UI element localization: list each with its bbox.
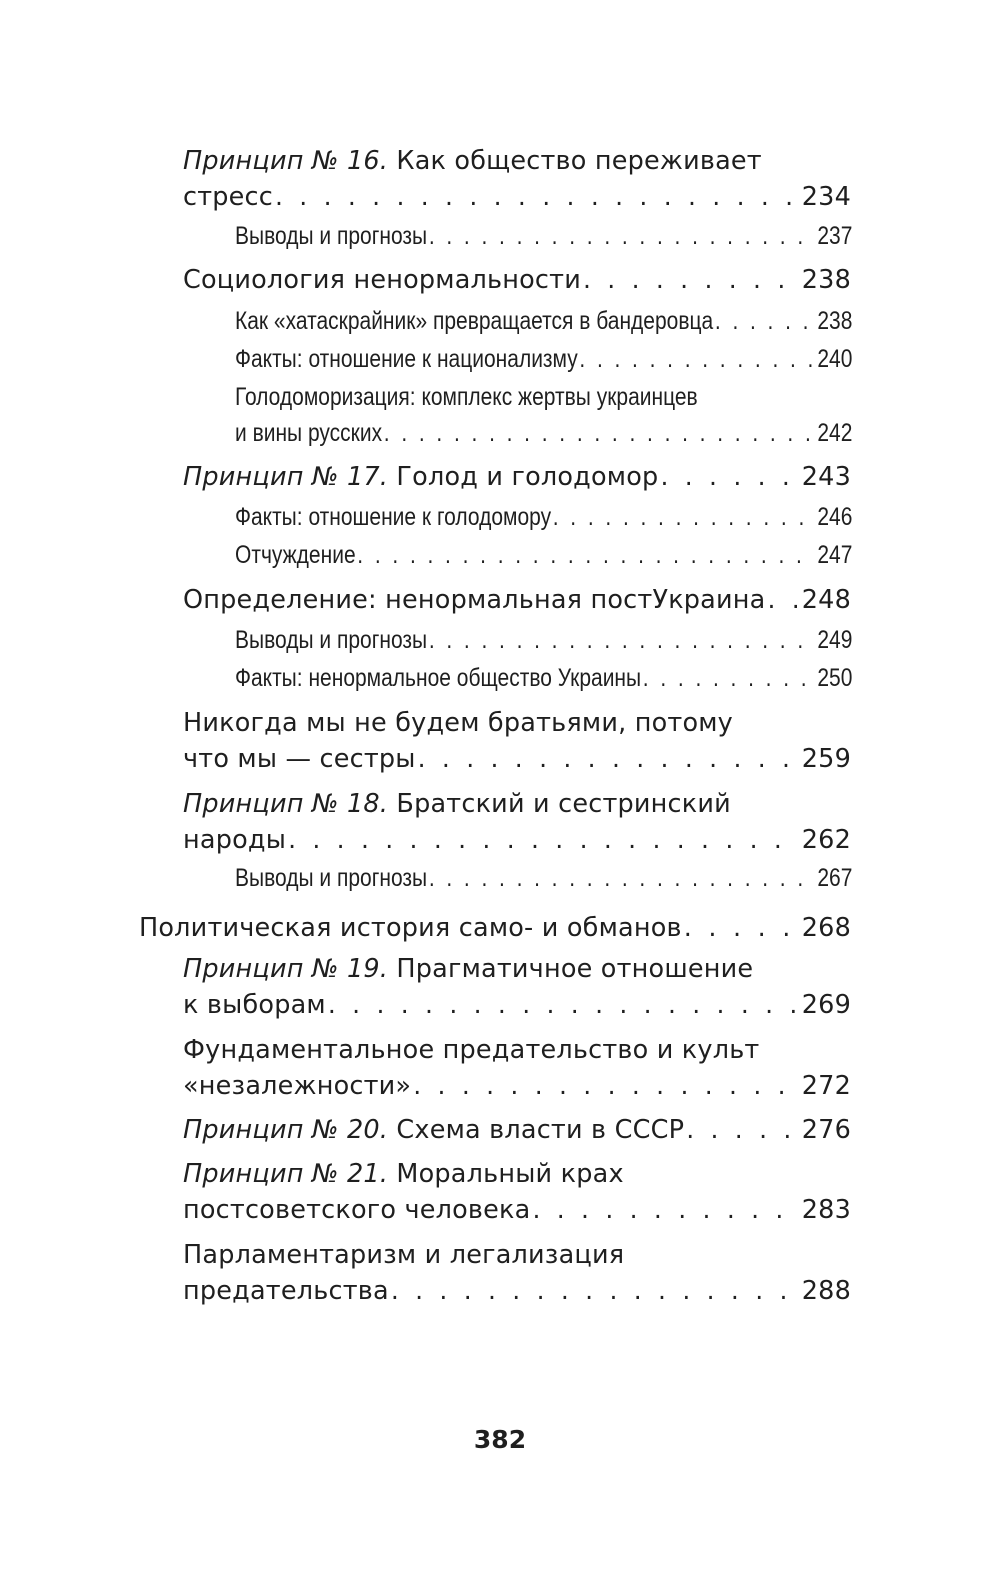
entry-title: что мы — сестры (183, 744, 416, 774)
toc-entry[interactable] (183, 1112, 851, 1148)
entry-page: 283 (801, 1195, 851, 1225)
entry-title: Парламентаризм и легализация (183, 1240, 625, 1270)
toc-entry[interactable] (183, 1156, 851, 1228)
toc-entry[interactable] (235, 537, 852, 573)
dot-leader (328, 987, 800, 1023)
entry-page: 240 (817, 345, 853, 373)
entry-title: Определение: ненормальная постУкраина (183, 585, 766, 615)
dot-leader (429, 860, 816, 896)
entry-page: 248 (801, 585, 851, 615)
dot-leader (686, 1112, 800, 1148)
entry-title: Отчуждение (235, 541, 356, 569)
toc-entry[interactable] (235, 303, 852, 339)
entry-page: 259 (801, 744, 851, 774)
toc-entry[interactable] (235, 860, 852, 896)
entry-title: «незалежности» (183, 1071, 412, 1101)
entry-title: Братский и сестринский (388, 789, 731, 819)
entry-page: 238 (801, 265, 851, 295)
toc-entry[interactable] (183, 1237, 851, 1309)
entry-page: 249 (817, 626, 853, 654)
entry-page: 267 (817, 864, 853, 892)
entry-prefix: Принцип № 19. (183, 954, 389, 984)
entry-title: стресс (183, 182, 273, 212)
entry-page: 234 (801, 182, 851, 212)
entry-page: 262 (801, 825, 851, 855)
dot-leader (413, 1068, 799, 1104)
dot-leader (275, 179, 800, 215)
dot-leader (579, 341, 815, 377)
dot-leader (357, 537, 815, 573)
entry-page: 238 (817, 307, 853, 335)
entry-title: Выводы и прогнозы (235, 222, 428, 250)
toc-entry[interactable] (235, 341, 852, 377)
entry-page: 242 (817, 419, 853, 447)
dot-leader (684, 910, 800, 946)
dot-leader (418, 741, 800, 777)
entry-title: постсоветского человека (183, 1195, 531, 1225)
dot-leader (288, 822, 800, 858)
toc-entry[interactable] (235, 622, 852, 658)
toc-entry[interactable] (235, 499, 852, 535)
toc-entry[interactable] (183, 705, 851, 777)
dot-leader (429, 218, 816, 254)
dot-leader (532, 1192, 799, 1228)
entry-title: Как общество переживает (388, 146, 762, 176)
toc-entry[interactable] (183, 1032, 851, 1104)
entry-title: Прагматичное отношение (388, 954, 754, 984)
toc-entry[interactable] (235, 660, 852, 696)
toc-entry[interactable] (139, 910, 851, 946)
dot-leader (767, 582, 799, 618)
entry-prefix: Принцип № 16. (183, 146, 389, 176)
toc-entry[interactable] (183, 786, 851, 858)
entry-page: 247 (817, 541, 853, 569)
entry-title: Политическая история само- и обманов (139, 913, 682, 943)
entry-prefix: Принцип № 20. (183, 1115, 389, 1145)
entry-title: предательства (183, 1276, 389, 1306)
toc-entry[interactable] (235, 218, 852, 254)
entry-page: 276 (801, 1115, 851, 1145)
toc-entry[interactable] (183, 582, 851, 618)
entry-prefix: Принцип № 18. (183, 789, 389, 819)
entry-page: 246 (817, 503, 853, 531)
entry-title: Факты: отношение к голодомору (235, 503, 552, 531)
entry-title: к выборам (183, 990, 326, 1020)
entry-prefix: Принцип № 17. (183, 462, 389, 492)
entry-title: Фундаментальное предательство и культ (183, 1035, 760, 1065)
entry-page: 243 (801, 462, 851, 492)
dot-leader (643, 660, 816, 696)
entry-page: 288 (801, 1276, 851, 1306)
entry-title: Никогда мы не будем братьями, потому (183, 708, 733, 738)
entry-title: Выводы и прогнозы (235, 864, 428, 892)
entry-title: и вины русских (235, 419, 383, 447)
dot-leader (583, 262, 800, 298)
entry-page: 269 (801, 990, 851, 1020)
toc-entry[interactable] (183, 459, 851, 495)
entry-title: Социология ненормальности (183, 265, 581, 295)
entry-title: Схема власти в СССР (388, 1115, 685, 1145)
entry-title: Выводы и прогнозы (235, 626, 428, 654)
entry-title: Моральный крах (388, 1159, 624, 1189)
toc-entry[interactable] (235, 379, 852, 451)
dot-leader (391, 1273, 800, 1309)
entry-title: Как «хатаскрайник» превращается в бандеровца (235, 307, 714, 335)
dot-leader (660, 459, 799, 495)
entry-page: 268 (801, 913, 851, 943)
entry-title: Факты: ненормальное общество Украины (235, 664, 642, 692)
entry-title: Голодоморизация: комплекс жертвы украинцев (235, 383, 698, 411)
entry-page: 250 (817, 664, 853, 692)
page-number: 382 (473, 1425, 527, 1454)
toc-entry[interactable] (183, 951, 851, 1023)
entry-page: 237 (817, 222, 853, 250)
entry-title: Факты: отношение к национализму (235, 345, 578, 373)
entry-title: Голод и голодомор (388, 462, 659, 492)
entry-page: 272 (801, 1071, 851, 1101)
dot-leader (553, 499, 816, 535)
toc-entry[interactable] (183, 143, 851, 215)
entry-title: народы (183, 825, 287, 855)
dot-leader (384, 415, 816, 451)
entry-prefix: Принцип № 21. (183, 1159, 389, 1189)
dot-leader (715, 303, 816, 339)
toc-entry[interactable] (183, 262, 851, 298)
dot-leader (429, 622, 816, 658)
